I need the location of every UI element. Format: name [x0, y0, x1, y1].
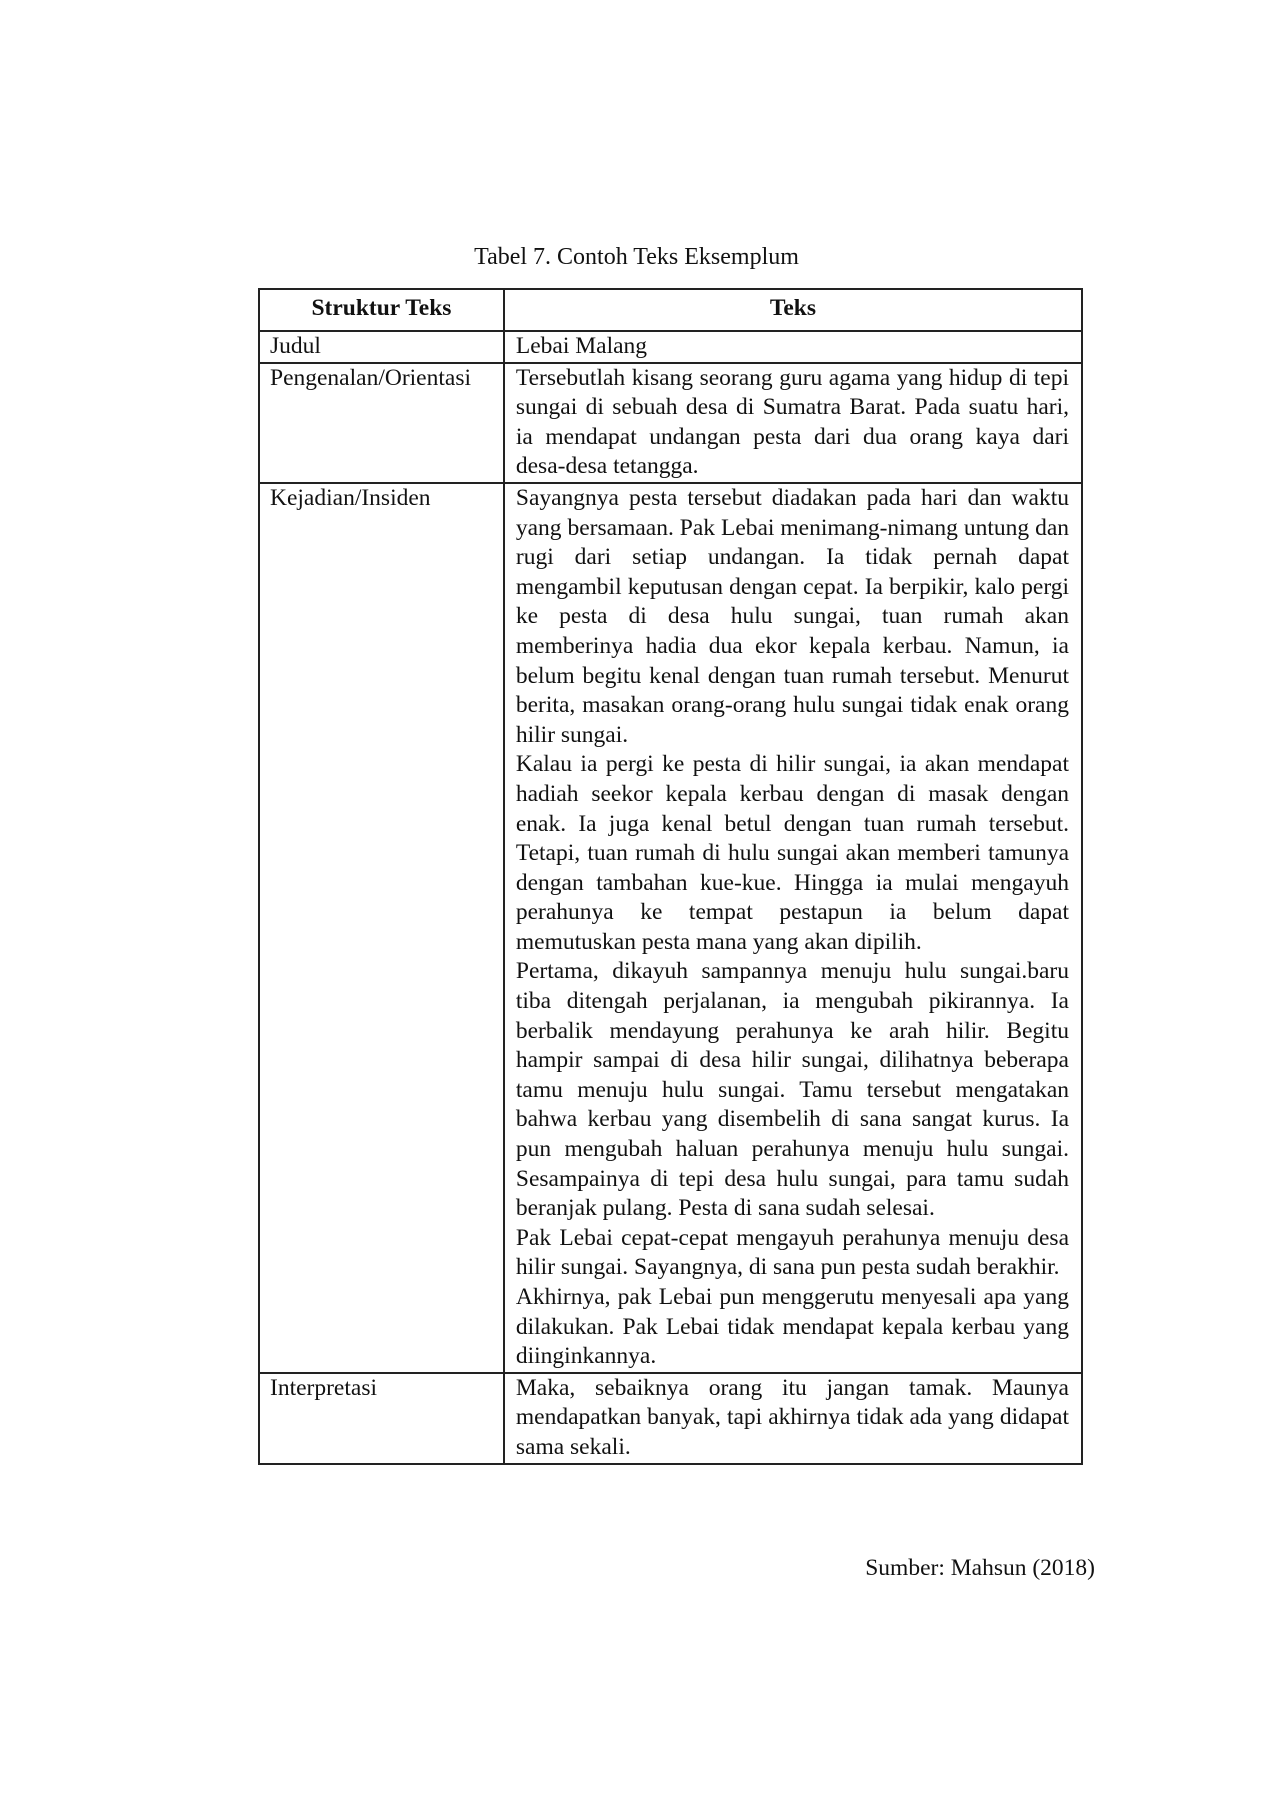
structure-table — [258, 288, 1083, 1465]
row-text — [504, 363, 1082, 483]
table-row-orientasi — [259, 363, 1082, 483]
paragraph: Tersebutlah kisang seorang guru agama yang hidup di tepi sungai di sebuah desa di Sumatra Barat. Pada suatu hari, ia mendapat undangan pesta dari dua orang kaya dari desa-desa tetangga. — [515, 364, 1069, 480]
table-row-judul — [259, 331, 1082, 363]
header-struktur-teks: Struktur Teks — [259, 289, 504, 331]
paragraph: Lebai Malang — [515, 333, 648, 359]
source-note: Sumber: Mahsun (2018) — [865, 1555, 1095, 1581]
paragraph: Kalau ia pergi ke pesta di hilir sungai, ia akan mendapat hadiah seekor kepala kerbau dengan di masak dengan enak. Ia juga kenal betul dengan tuan rumah tersebut. Tetapi, tuan rumah di hulu sungai akan memberi tamunya dengan tambahan kue-kue. Hingga ia mulai mengayuh perahunya ke tempat pestapun ia belum dapat memutuskan pesta mana yang akan dipilih. — [515, 751, 1069, 955]
row-label: Judul — [259, 331, 504, 363]
paragraph: Pak Lebai cepat-cepat mengayuh perahunya menuju desa hilir sungai. Sayangnya, di sana pun pesta sudah berakhir. — [515, 1224, 1069, 1281]
row-text — [504, 483, 1082, 1373]
row-text — [504, 1373, 1082, 1464]
row-label: Interpretasi — [259, 1373, 504, 1464]
paragraph: Maka, sebaiknya orang itu jangan tamak. Maunya mendapatkan banyak, tapi akhirnya tidak ada yang didapat sama sekali. — [515, 1374, 1069, 1460]
table-row-insiden — [259, 483, 1082, 1373]
table-row-interpretasi — [259, 1373, 1082, 1464]
row-label: Pengenalan/Orientasi — [259, 363, 504, 483]
table-header-row — [259, 289, 1082, 331]
paragraph: Pertama, dikayuh sampannya menuju hulu sungai.baru tiba ditengah perjalanan, ia mengubah pikirannya. Ia berbalik mendayung perahunya ke arah hilir. Begitu hampir sampai di desa hilir sungai, dilihatnya beberapa tamu menuju hulu sungai. Tamu tersebut mengatakan bahwa kerbau yang disembelih di sana sangat kurus. Ia pun mengubah haluan perahunya menuju hulu sungai. Sesampainya di tepi desa hulu sungai, para tamu sudah beranjak pulang. Pesta di sana sudah selesai. — [515, 958, 1069, 1222]
row-text — [504, 331, 1082, 363]
paragraph: Akhirnya, pak Lebai pun menggerutu menyesali apa yang dilakukan. Pak Lebai tidak mendapat kepala kerbau yang diinginkannya. — [515, 1284, 1069, 1370]
row-label: Kejadian/Insiden — [259, 483, 504, 1373]
header-teks: Teks — [504, 289, 1082, 331]
table-caption: Tabel 7. Contoh Teks Eksemplum — [474, 244, 799, 270]
paragraph: Sayangnya pesta tersebut diadakan pada hari dan waktu yang bersamaan. Pak Lebai menimang-nimang untung dan rugi dari setiap undangan. Ia tidak pernah dapat mengambil keputusan dengan cepat. Ia berpikir, kalo pergi ke pesta di desa hulu sungai, tuan rumah akan memberinya hadia dua ekor kepala kerbau. Namun, ia belum begitu kenal dengan tuan rumah tersebut. Menurut berita, masakan orang-orang hulu sungai tidak enak orang hilir sungai. — [515, 484, 1069, 748]
